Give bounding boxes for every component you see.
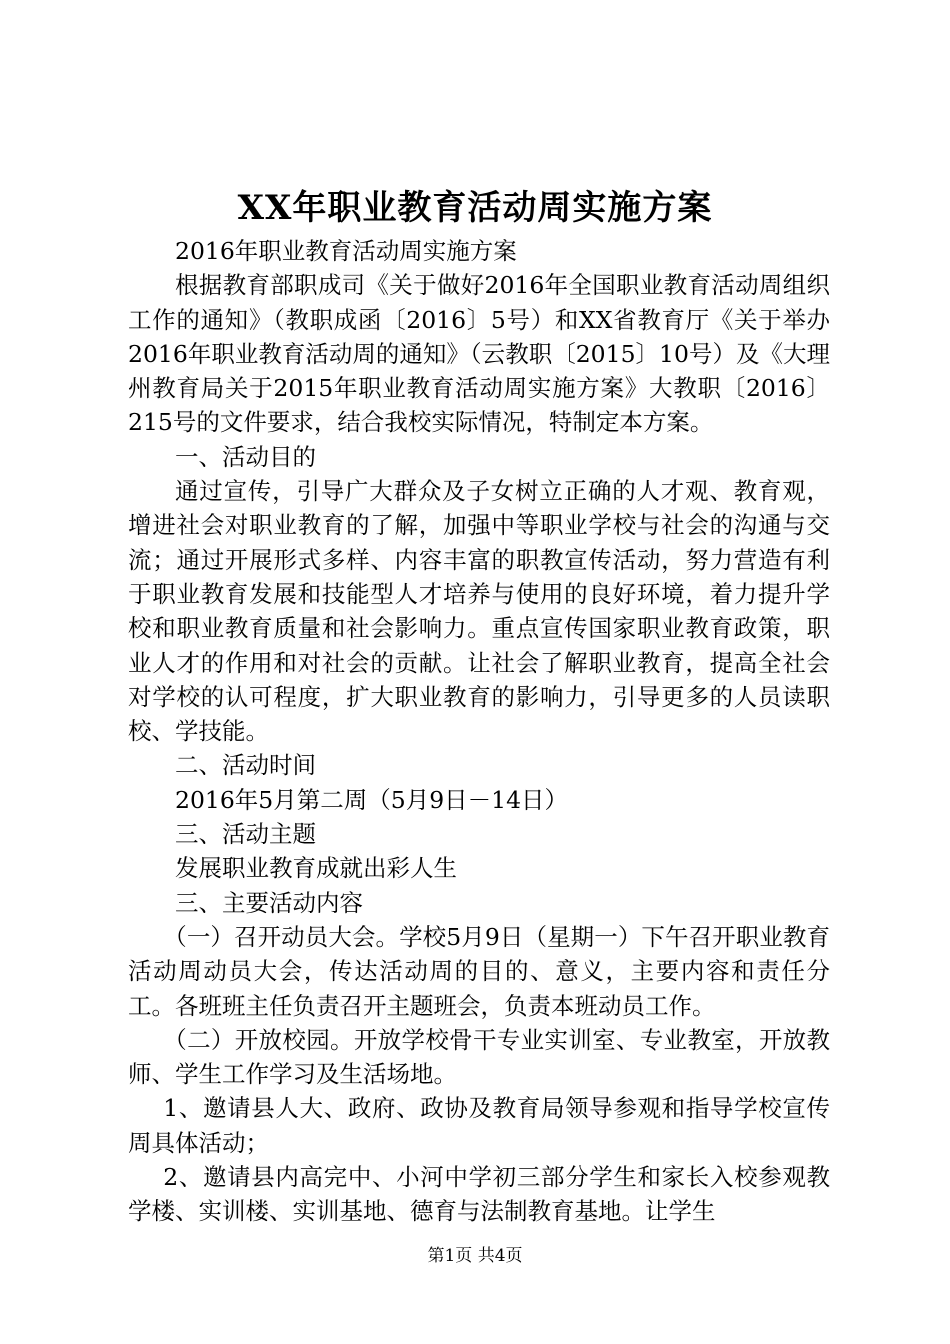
paragraph-time: 2016年5月第二周（5月9日－14日） — [175, 785, 569, 814]
paragraph-theme: 发展职业教育成就出彩人生 — [175, 854, 457, 883]
document-body — [128, 234, 830, 1229]
paragraph-subtitle: 2016年职业教育活动周实施方案 — [175, 237, 517, 265]
document-title: XX年职业教育活动周实施方案 — [237, 188, 713, 228]
paragraph-purpose: 通过宣传，引导广大群众及子女树立正确的人才观、教育观，增进社会对职业教育的了解，加强中等职业学校与社会的沟通与交流；通过开展形式多样、内容丰富的职教宣传活动，努力营造有利于职业教育发展和技能型人才培养与使用的良好环境，着力提升学校和职业教育质量和社会影响力。重点宣传国家职业教育政策，职业人才的作用和对社会的贡献。让社会了解职业教育，提高全社会对学校的认可程度，扩大职业教育的影响力，引导更多的人员读职校、学技能。 — [128, 477, 830, 746]
heading-purpose: 一、活动目的 — [175, 442, 316, 471]
page-number: 第1页 共4页 — [427, 1246, 523, 1266]
paragraph-mobilization: （一）召开动员大会。学校5月9日（星期一）下午召开职业教育活动周动员大会，传达活动周的目的、意义，主要内容和责任分工。各班班主任负责召开主题班会，负责本班动员工作。 — [128, 922, 830, 1020]
heading-theme: 三、活动主题 — [175, 820, 316, 849]
heading-time: 二、活动时间 — [175, 751, 316, 780]
paragraph-item-1: 1、邀请县人大、政府、政协及教育局领导参观和指导学校宣传周具体活动； — [128, 1094, 830, 1157]
heading-content: 三、主要活动内容 — [175, 888, 363, 917]
paragraph-basis: 根据教育部职成司《关于做好2016年全国职业教育活动周组织工作的通知》（教职成函〔2016〕5号）和XX省教育厅《关于举办2016年职业教育活动周的通知》（云教职〔2015〕10号）及《大理州教育局关于2015年职业教育活动周实施方案》大教职〔2016〕215号的文件要求，结合我校实际情况，特制定本方案。 — [128, 271, 830, 437]
paragraph-item-2: 2、邀请县内高完中、小河中学初三部分学生和家长入校参观教学楼、实训楼、实训基地、德育与法制教育基地。让学生 — [128, 1163, 830, 1226]
paragraph-open-campus: （二）开放校园。开放学校骨干专业实训室、专业教室，开放教师、学生工作学习及生活场地。 — [128, 1025, 830, 1089]
